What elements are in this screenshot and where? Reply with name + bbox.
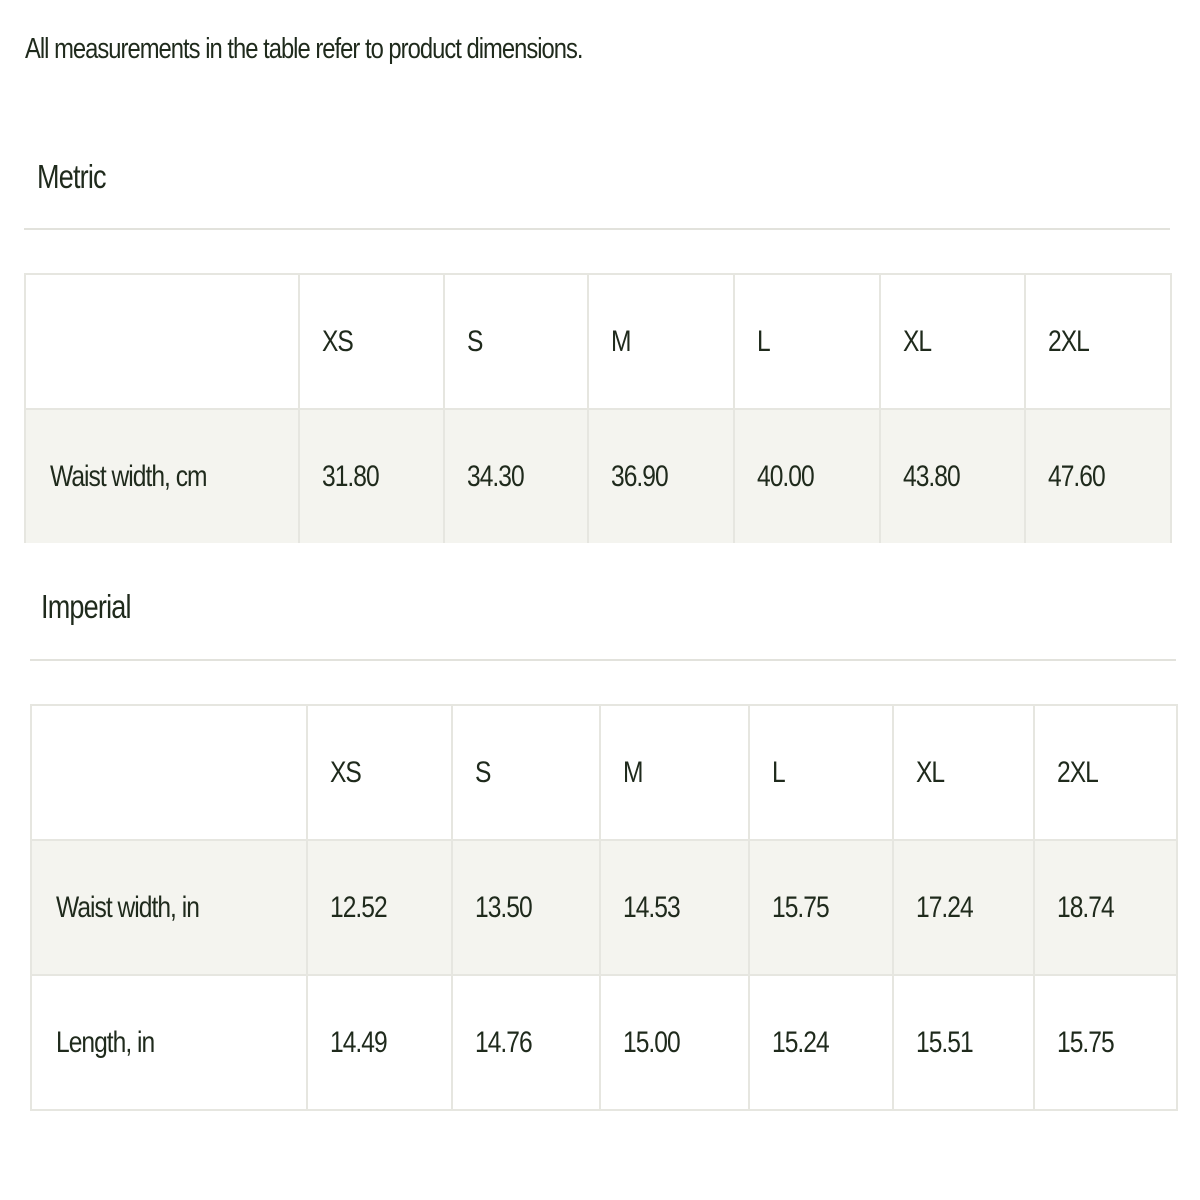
table-corner-cell [31, 705, 307, 840]
table-cell: 15.00 [600, 975, 749, 1110]
row-label: Waist width, in [31, 840, 307, 975]
metric-size-table [24, 273, 1172, 543]
table-cell: 36.90 [588, 409, 734, 543]
table-cell: 15.51 [893, 975, 1034, 1110]
table-corner-cell [25, 274, 299, 409]
size-header-xs: XS [307, 705, 452, 840]
table-cell: 12.52 [307, 840, 452, 975]
size-header-xs: XS [299, 274, 444, 409]
table-row [31, 975, 1177, 1110]
table-cell: 43.80 [880, 409, 1025, 543]
size-header-s: S [444, 274, 588, 409]
table-cell: 18.74 [1034, 840, 1177, 975]
table-header-row [25, 274, 1171, 409]
size-header-m: M [588, 274, 734, 409]
size-header-l: L [734, 274, 880, 409]
size-header-2xl: 2XL [1034, 705, 1177, 840]
size-header-l: L [749, 705, 893, 840]
table-row [25, 409, 1171, 543]
table-cell: 15.24 [749, 975, 893, 1110]
imperial-size-table [30, 704, 1178, 1111]
table-cell: 15.75 [749, 840, 893, 975]
row-label: Waist width, cm [25, 409, 299, 543]
imperial-divider [30, 659, 1176, 661]
imperial-section-title: Imperial [41, 588, 131, 625]
table-cell: 34.30 [444, 409, 588, 543]
table-header-row [31, 705, 1177, 840]
table-cell: 14.76 [452, 975, 600, 1110]
size-header-xl: XL [893, 705, 1034, 840]
table-cell: 40.00 [734, 409, 880, 543]
table-cell: 17.24 [893, 840, 1034, 975]
metric-section-title: Metric [37, 158, 106, 195]
size-header-2xl: 2XL [1025, 274, 1171, 409]
table-cell: 14.49 [307, 975, 452, 1110]
table-cell: 47.60 [1025, 409, 1171, 543]
size-header-s: S [452, 705, 600, 840]
table-row [31, 840, 1177, 975]
metric-divider [24, 228, 1170, 230]
size-guide-intro: All measurements in the table refer to product dimensions. [25, 33, 583, 65]
table-cell: 14.53 [600, 840, 749, 975]
size-header-m: M [600, 705, 749, 840]
table-cell: 13.50 [452, 840, 600, 975]
size-header-xl: XL [880, 274, 1025, 409]
row-label: Length, in [31, 975, 307, 1110]
table-cell: 15.75 [1034, 975, 1177, 1110]
table-cell: 31.80 [299, 409, 444, 543]
